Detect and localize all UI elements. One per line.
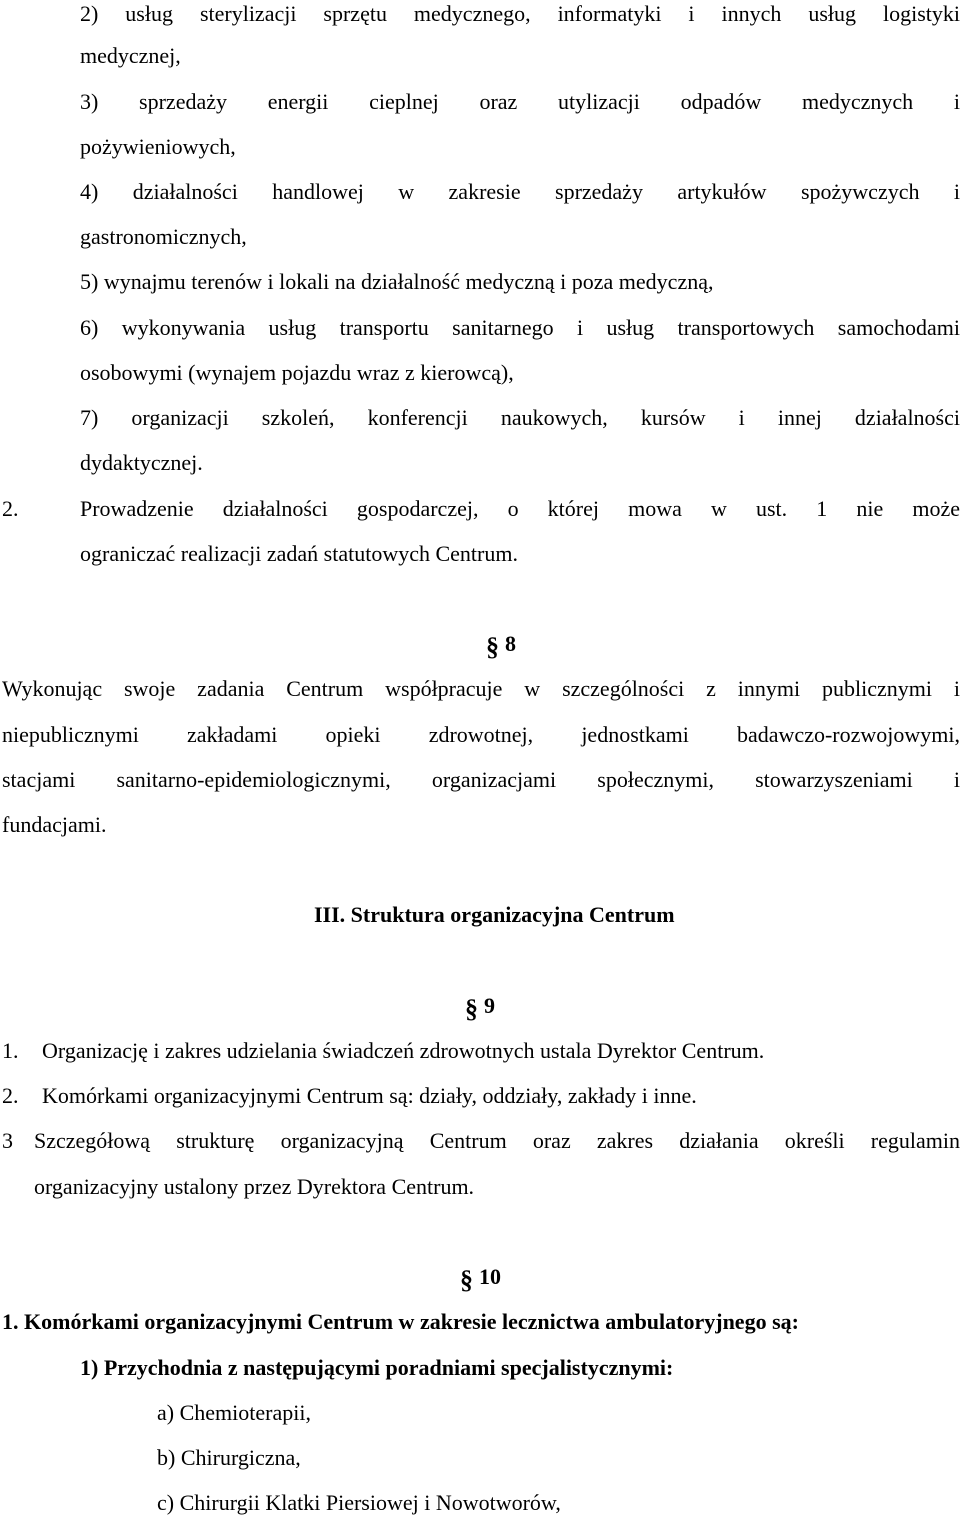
clinic-list-item: c) Chirurgii Klatki Piersiowej i Nowotworów, (157, 1490, 561, 1515)
clinic-list-item: b) Chirurgiczna, (157, 1445, 301, 1470)
list-item-2-line1: 2) usług sterylizacji sprzętu medycznego, informatyki i innych usług logistyki (80, 1, 960, 26)
section-8-heading (486, 630, 516, 661)
list-item-3-line1: 3) sprzedaży energii cieplnej oraz utylizacji odpadów medycznych i (80, 89, 960, 114)
section-9-p1-number: 1. (2, 1038, 19, 1063)
list-item-4-line1: 4) działalności handlowej w zakresie sprzedaży artykułów spożywczych i (80, 179, 960, 204)
para-2-number: 2. (2, 496, 19, 521)
section-9-p2-text: Komórkami organizacyjnymi Centrum są: działy, oddziały, zakłady i inne. (42, 1083, 697, 1108)
section-9-p3-number: 3 (2, 1128, 13, 1153)
chapter-heading: III. Struktura organizacyjna Centrum (314, 902, 675, 927)
para-2-line2: ograniczać realizacji zadań statutowych Centrum. (80, 541, 518, 566)
section-10-sub1: 1) Przychodnia z następującymi poradniami specjalistycznymi: (80, 1355, 674, 1380)
list-item-6-line2: osobowymi (wynajem pojazdu wraz z kierowcą), (80, 360, 514, 385)
section-number: 8 (505, 631, 516, 656)
section-8-line1: Wykonując swoje zadania Centrum współpracuje w szczególności z innymi publicznymi i (2, 676, 960, 701)
section-9-p3-line1: Szczegółową strukturę organizacyjną Centrum oraz zakres działania określi regulamin (34, 1128, 960, 1153)
section-9-heading (465, 992, 495, 1023)
list-item-2-line2: medycznej, (80, 43, 181, 68)
section-9-p1-text: Organizację i zakres udzielania świadczeń zdrowotnych ustala Dyrektor Centrum. (42, 1038, 765, 1063)
list-item-3-line2: pożywieniowych, (80, 134, 236, 159)
section-10-heading (460, 1263, 501, 1294)
section-8-line4: fundacjami. (2, 812, 107, 837)
section-number: 10 (479, 1264, 501, 1289)
list-item-4-line2: gastronomicznych, (80, 224, 247, 249)
section-8-line2: niepublicznymi zakładami opieki zdrowotnej, jednostkami badawczo-rozwojowymi, (2, 722, 960, 747)
list-item-7-line1: 7) organizacji szkoleń, konferencji naukowych, kursów i innej działalności (80, 405, 960, 430)
list-item-7-line2: dydaktycznej. (80, 450, 203, 475)
section-8-line3: stacjami sanitarno-epidemiologicznymi, organizacjami społecznymi, stowarzyszeniami i (2, 767, 960, 792)
section-9-p2-number: 2. (2, 1083, 19, 1108)
section-symbol: § (465, 994, 478, 1023)
para-2-line1: Prowadzenie działalności gospodarczej, o której mowa w ust. 1 nie może (80, 496, 960, 521)
section-10-p1: 1. Komórkami organizacyjnymi Centrum w zakresie lecznictwa ambulatoryjnego są: (2, 1309, 799, 1334)
list-item-6-line1: 6) wykonywania usług transportu sanitarnego i usług transportowych samochodami (80, 315, 960, 340)
section-symbol: § (460, 1265, 473, 1294)
section-number: 9 (484, 993, 495, 1018)
section-symbol: § (486, 632, 499, 661)
clinic-list-item: a) Chemioterapii, (157, 1400, 311, 1425)
section-9-p3-line2: organizacyjny ustalony przez Dyrektora Centrum. (34, 1174, 475, 1199)
list-item-5: 5) wynajmu terenów i lokali na działalność medyczną i poza medyczną, (80, 269, 714, 294)
